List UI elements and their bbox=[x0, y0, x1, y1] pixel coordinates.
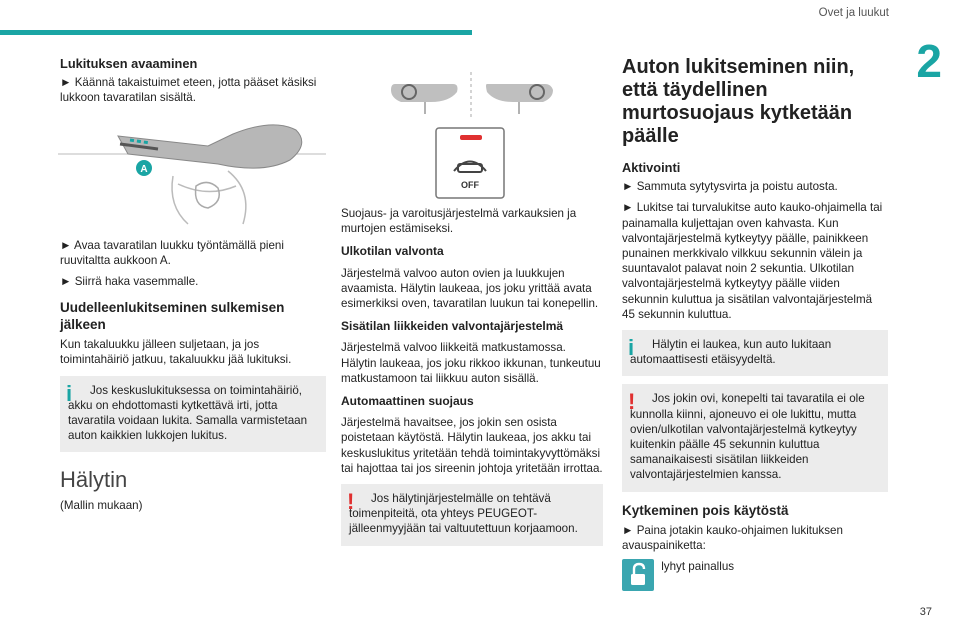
column-middle bbox=[341, 68, 603, 554]
para-act1: ► Sammuta sytytysvirta ja poistu autosta. bbox=[622, 180, 838, 194]
unlock-icon bbox=[622, 559, 654, 591]
info-box-1 bbox=[60, 376, 326, 453]
para-act2: ► Lukitse tai turvalukitse auto kauko-ohjaimella tai painamalla kuljettajan oven kahvasta. Kun valvontajärjestelmä kytkeytyy päälle, painikkeen punainen merkkivalo vilkkuu sekunnin välein ja suuntavalot palavat noin 2 sekuntia. Ulkotilan valvontajärjestelmä kytkeytyy päälle viiden sekunnin kuluttua ja sisätilan valvontajärjestelmä 45 sekunnin kuluttua. bbox=[622, 201, 883, 321]
chapter-number: 2 bbox=[916, 35, 942, 87]
info-icon: i bbox=[66, 380, 73, 406]
page-number: 37 bbox=[919, 606, 932, 618]
off-label: OFF bbox=[461, 180, 479, 190]
para-intro: Suojaus- ja varoitusjärjestelmä varkauksien ja murtojen estämiseksi. bbox=[341, 207, 577, 236]
short-press-row bbox=[622, 559, 888, 591]
para-relock: Kun takaluukku jälleen suljetaan, ja jos toimintahäiriö jatkuu, takaluukku jää lukituksi. bbox=[60, 338, 292, 367]
para-open2: ► Siirrä haka vasemmalle. bbox=[60, 275, 199, 289]
para-interior: Järjestelmä valvoo liikkeitä matkustamossa. Hälytin laukeaa, jos joku rikkoo ikkunan, tunkeutuu matkustamoon tai liikkuu auton sisällä. bbox=[341, 341, 601, 385]
heading-interior: Sisätilan liikkeiden valvontajärjestelmä bbox=[341, 319, 564, 334]
info-box-2 bbox=[622, 330, 888, 376]
short-press-label: lyhyt painallus bbox=[661, 560, 735, 574]
alarm-button-illustration bbox=[341, 68, 603, 206]
header-accent-bar bbox=[0, 30, 472, 35]
info-text-1: Jos keskuslukituksessa on toimintahäiriö, akku on ehdottomasti kytkettävä irti, jotta tavaratila voidaan lukita. Samalla varmistetaan auton kaikkien lukkojen lukitus. bbox=[68, 383, 308, 443]
para-open1: ► Avaa tavaratilan luukku työntämällä pieni ruuvitaltta aukkoon A. bbox=[60, 238, 284, 267]
para-unlock: ► Käännä takaistuimet eteen, jotta pääset käsiksi lukkoon tavaratilan sisältä. bbox=[60, 76, 317, 105]
steering-left-icon bbox=[391, 84, 458, 102]
figure-marker-a: A bbox=[140, 163, 148, 175]
warning-box-2 bbox=[622, 384, 888, 491]
warning-text-1: Jos hälytinjärjestelmälle on tehtävä toimenpiteitä, ota yhteys PEUGEOT-jälleenmyyjään tai valtuutettuun korjaamoon. bbox=[349, 492, 578, 536]
para-auto: Järjestelmä havaitsee, jos jokin sen osista poistetaan käytöstä. Hälytin laukeaa, jos akku tai keskuslukitus yritetään tehdä toimintakyvyttömäksi tai hajottaa tai jos sireenin johtoja yritetään irrottaa. bbox=[341, 416, 603, 475]
heading-exterior: Ulkotilan valvonta bbox=[341, 244, 444, 259]
info-icon: i bbox=[628, 335, 635, 361]
heading-activation: Aktivointi bbox=[622, 160, 681, 175]
warning-icon: ! bbox=[628, 389, 636, 415]
heading-relock: Uudelleenlukitseminen sulkemisen jälkeen bbox=[60, 300, 285, 333]
column-right bbox=[622, 56, 888, 591]
warning-icon: ! bbox=[347, 489, 355, 515]
info-text-2: Hälytin ei laukea, kun auto lukitaan automaattisesti etäisyydeltä. bbox=[630, 338, 832, 367]
tailgate-lock-illustration bbox=[58, 116, 326, 228]
heading-locking: Auton lukitseminen niin, että täydellinen murtosuojaus kytketään päälle bbox=[622, 56, 855, 147]
heading-disable: Kytkeminen pois käytöstä bbox=[622, 502, 789, 518]
para-model: (Mallin mukaan) bbox=[60, 498, 143, 512]
column-left bbox=[60, 56, 326, 519]
heading-auto: Automaattinen suojaus bbox=[341, 394, 474, 409]
warning-lamp-icon bbox=[460, 135, 482, 140]
heading-unlock: Lukituksen avaaminen bbox=[60, 56, 198, 71]
para-exterior: Järjestelmä valvoo auton ovien ja luukkujen avaamista. Hälytin laukeaa, jos joku yrittää avata esimerkiksi oven, tavaratilan luukun tai konepellin. bbox=[341, 266, 599, 311]
section-title: Ovet ja luukut bbox=[818, 7, 889, 19]
warning-text-2: Jos jokin ovi, konepelti tai tavaratila ei ole kunnolla kiinni, ajoneuvo ei ole lukittu, mutta ovien/ulkotilan valvontajärjestelmä kytkeytyy kuitenkin päälle 45 sekunnin kuluttua samanaikaisesti sisätilan liikkeiden valvontajärjestelmien kanssa. bbox=[630, 392, 865, 482]
warning-box-1 bbox=[341, 484, 603, 546]
para-disable: ► Paina jotakin kauko-ohjaimen lukituksen avauspainiketta: bbox=[622, 523, 843, 552]
heading-alarm: Hälytin bbox=[60, 467, 128, 493]
